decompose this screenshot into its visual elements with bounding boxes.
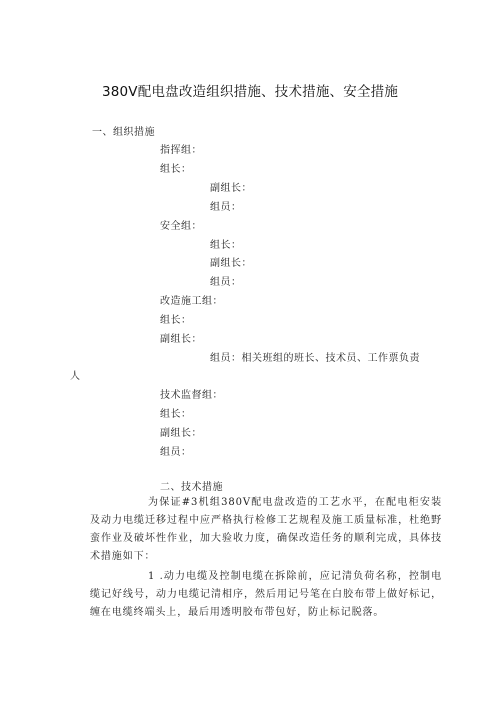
org-line-leader: 组长： — [160, 315, 192, 326]
org-line-deputy-leader: 副组长： — [210, 183, 252, 194]
technical-measure-1-paragraph: 1 .动力电缆及控制电缆在拆除前，应记清负荷名称，控制电缆记好线号，动力电缆记清相序，然后用记号笔在白胶布带上做好标记，缠在电缆终端头上，最后用透明胶布带包好，防止标记脱落。 — [90, 571, 442, 618]
org-line-member: 组员： — [210, 277, 242, 288]
document-title: 380V配电盘改造组织措施、技术措施、安全措施 — [101, 84, 399, 100]
org-line-leader: 组长： — [210, 240, 242, 251]
org-line-member-continued: 人 — [70, 371, 81, 382]
org-line-member: 组员：相关班组的班长、技术员、工作票负责 — [210, 353, 420, 364]
org-line-leader: 组长： — [160, 164, 192, 175]
org-line-supervision-group: 技术监督组： — [160, 390, 223, 401]
org-line-deputy-leader: 副组长： — [160, 334, 202, 345]
org-line-member: 组员： — [210, 202, 242, 213]
org-line-construction-group: 改造施工组： — [160, 296, 223, 307]
section-heading-technical: 二、技术措施 — [160, 482, 223, 493]
org-line-deputy-leader: 副组长： — [210, 258, 252, 269]
section-heading-organization: 一、组织措施 — [92, 127, 155, 138]
technical-intro-paragraph: 为保证#3机组380V配电盘改造的工艺水平，在配电柜安装及动力电缆迁移过程中应严格执行检修工艺规程及施工质量标准，杜绝野蛮作业及破坏性作业，加大验收力度，确保改造任务的顺利完成，具体技术措施如下： — [90, 497, 442, 562]
org-line-command-group: 指挥组： — [160, 145, 202, 156]
org-line-member: 组员： — [160, 447, 192, 458]
org-line-deputy-leader: 副组长： — [160, 428, 202, 439]
org-line-safety-group: 安全组： — [160, 221, 202, 232]
org-line-leader: 组长： — [160, 409, 192, 420]
